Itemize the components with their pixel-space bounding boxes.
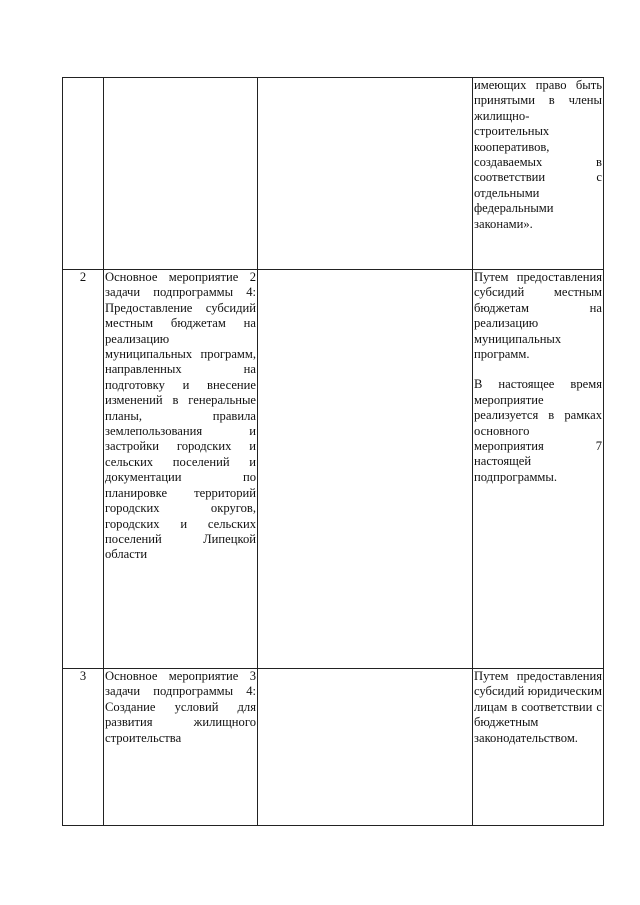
table-row — [63, 78, 604, 270]
row-number: 2 — [63, 270, 104, 669]
method-cell — [473, 669, 604, 826]
method-paragraph: Путем предоставления субсидий юридическим лицам в соответствии с бюджетным законодательством. — [474, 669, 602, 745]
empty-cell — [258, 669, 473, 826]
measure-cell — [104, 78, 258, 270]
empty-cell — [258, 270, 473, 669]
empty-cell — [258, 78, 473, 270]
method-paragraph: Путем предоставления субсидий местным бюджетам на реализацию муниципальных программ. — [474, 270, 602, 362]
table-row — [63, 270, 604, 669]
method-cell — [473, 270, 604, 669]
table-row — [63, 669, 604, 826]
program-table — [62, 77, 604, 826]
row-number — [63, 78, 104, 270]
method-paragraph: имеющих право быть принятыми в члены жилищно-строительных кооперативов, создаваемых в соответствии с отдельными федеральными законами». — [474, 78, 602, 231]
method-paragraph: В настоящее время мероприятие реализуется в рамках основного мероприятия 7 настоящей подпрограммы. — [474, 377, 602, 484]
method-cell — [473, 78, 604, 270]
measure-cell: Основное мероприятие 3 задачи подпрограммы 4: Создание условий для развития жилищного строительства — [104, 669, 258, 826]
row-number: 3 — [63, 669, 104, 826]
measure-cell: Основное мероприятие 2 задачи подпрограммы 4: Предоставление субсидий местным бюджетам на реализацию муниципальных программ, направленных на подготовку и внесение изменений в генеральные планы, правила землепользования и застройки городских и сельских поселений и документации по планировке территорий городских округов, городских и сельских поселений Липецкой области — [104, 270, 258, 669]
